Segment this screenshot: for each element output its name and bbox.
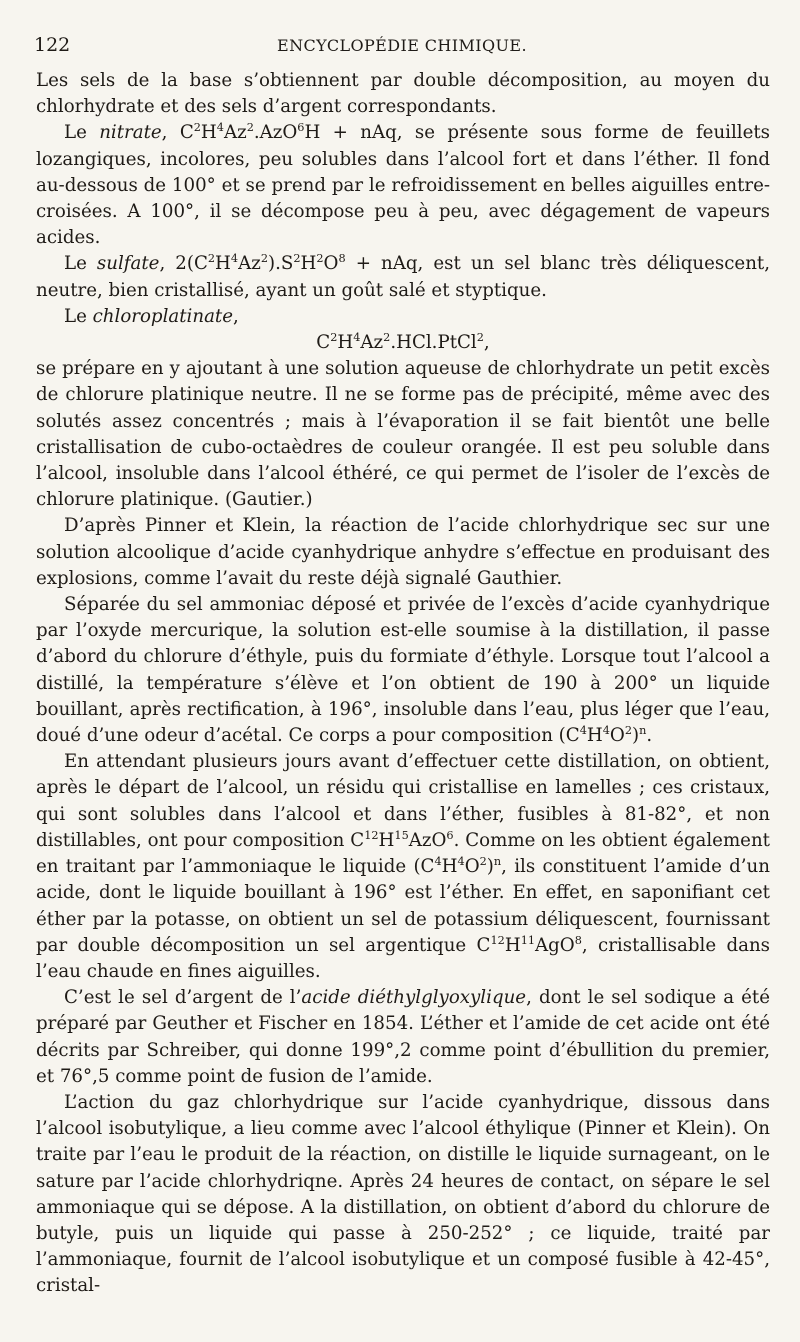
page-number: 122 [34, 34, 71, 56]
paragraph: Séparée du sel ammoniac déposé et privée de l’excès d’acide cyanhydrique par l’oxyde mercurique, la solution est-elle soumise à la distillation, il passe d’abord du chlorure d’éthyle, puis du formiate d’éthyle. Lorsque tout l’alcool a distillé, la température s’élève et l’on obtient de 190 à 200° un liquide bouillant, après rectification, à 196°, insoluble dans l’eau, plus léger que l’eau, doué d’une odeur d’acétal. Ce corps a pour composition $(C^4H^4O^2)^n$. [36, 594, 770, 747]
running-title: ENCYCLOPÉDIE CHIMIQUE. [277, 36, 527, 55]
paragraph: L’action du gaz chlorhydrique sur l’acide cyanhydrique, dissous dans l’alcool isobutylique, a lieu comme avec l’alcool éthylique (Pinner et Klein). On traite par l’eau le produit de la réaction, on distille le liquide surnageant, on le sature par l’acide chlorhydriqne. Après 24 heures de contact, on sépare le sel ammoniaque qui se dépose. A la distillation, on obtient d’abord du chlorure de butyle, puis un liquide qui passe à 250-252° ; ce liquide, traité par l’ammoniaque, fournit de l’alcool isobutylique et un composé fusible à 42-45°, cristal- [36, 1091, 770, 1297]
paragraph: se prépare en y ajoutant à une solution aqueuse de chlorhydrate un petit excès de chlorure platinique neutre. Il ne se forme pas de précipité, même avec des solutés assez concentrés ; mais à l’évaporation il se fait bientôt une belle cristallisation de cubo-octaèdres de couleur orangée. Il est peu soluble dans l’alcool, insoluble dans l’alcool éthéré, ce qui permet de l’isoler de l’excès de chlorure platinique. (Gautier.) [36, 358, 770, 511]
body-text [36, 68, 770, 1300]
paragraph: Le chloroplatinate, [64, 305, 239, 327]
paragraph: Le nitrate, $C^2H^4Az^2.AzO^6H$ + nAq, se présente sous forme de feuillets lozangiques, incolores, peu solubles dans l’alcool fort et dans l’éther. Il fond au-dessous de 100° et se prend par le refroidissement en belles aiguilles entre-croisées. A 100°, il se décompose peu à peu, avec dégagement de vapeurs acides. [36, 121, 771, 249]
paragraph: Le sulfate, $2(C^2H^4Az^2).S^2H^2O^8$ + nAq, est un sel blanc très déliquescent, neutre, bien cristallisé, ayant un goût salé et styptique. [36, 252, 770, 301]
paragraph: En attendant plusieurs jours avant d’effectuer cette distillation, on obtient, après le départ de l’alcool, un résidu qui cristallise en lamelles ; ces cristaux, qui sont solubles dans l’alcool et dans l’éther, fusibles à 81-82°, et non distillables, ont pour composition $C^{12}H^{15}AzO^6$. Comme on les obtient également en traitant par l’ammoniaque le liquide $(C^4H^4O^2)^n$, ils constituent l’amide d’un acide, dont le liquide bouillant à 196° est l’éther. En effet, en saponifiant cet éther par la potasse, on obtient un sel de potassium déliquescent, fournissant par double décomposition un sel argentique $C^{12}H^{11}AgO^8$, cristallisable dans l’eau chaude en fines aiguilles. [36, 751, 770, 982]
paragraph: C’est le sel d’argent de l’acide diéthylglyoxylique, dont le sel sodique a été préparé par Geuther et Fischer en 1854. L’éther et l’amide de cet acide ont été décrits par Schreiber, qui donne 199°,2 comme point d’ébullition du premier, et 76°,5 comme point de fusion de l’amide. [36, 987, 771, 1087]
formula-line: $C^2H^4Az^2.HCl.PtCl^2$, [316, 330, 490, 354]
paragraph: Les sels de la base s’obtiennent par double décomposition, au moyen du chlorhydrate et des sels d’argent correspondants. [36, 70, 770, 118]
page-header [34, 34, 770, 58]
paragraph: D’après Pinner et Klein, la réaction de l’acide chlorhydrique sec sur une solution alcoolique d’acide cyanhydrique anhydre s’effectue en produisant des explosions, comme l’avait du reste déjà signalé Gauthier. [36, 515, 770, 589]
